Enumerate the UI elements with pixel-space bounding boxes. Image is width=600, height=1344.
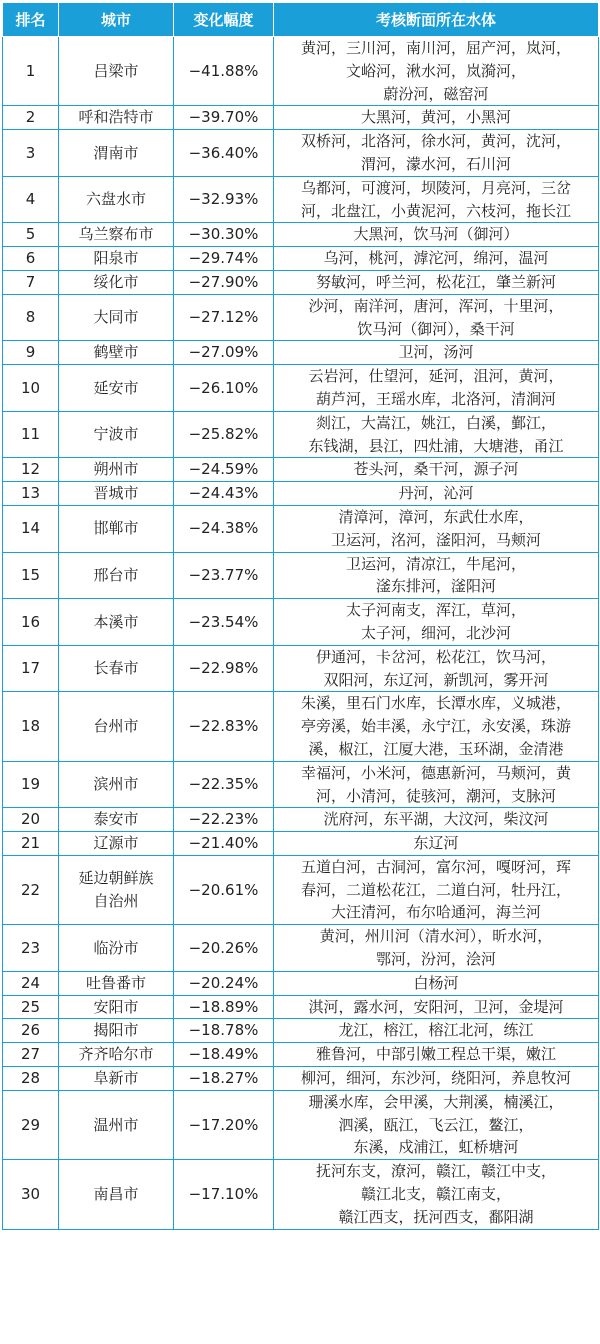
city-cell bbox=[59, 1090, 174, 1159]
water-body-line: 洸府河，东平湖，大汶河，柴汶河 bbox=[323, 810, 549, 829]
water-body-line: 剡江，大嵩江，姚江，白溪，鄞江， bbox=[315, 413, 556, 432]
table-row bbox=[3, 270, 599, 294]
water-body-line: 珊溪水库，会甲溪，大荆溪，楠溪江， bbox=[308, 1092, 564, 1111]
city-name-line: 阳泉市 bbox=[93, 249, 139, 268]
change-cell: −24.59% bbox=[174, 458, 274, 482]
change-cell: −39.70% bbox=[174, 106, 274, 130]
city-name-line: 渭南市 bbox=[93, 143, 139, 162]
water-body-cell bbox=[274, 223, 599, 247]
water-body-line: 五道白河，古洞河，富尔河，嘎呀河，珲 bbox=[300, 857, 571, 876]
rank-cell: 2 bbox=[3, 106, 59, 130]
rank-cell: 28 bbox=[3, 1067, 59, 1091]
water-body-line: 太子河，细河，北沙河 bbox=[360, 623, 511, 642]
change-cell: −17.20% bbox=[174, 1090, 274, 1159]
water-body-cell bbox=[274, 1160, 599, 1229]
city-name-line: 阜新市 bbox=[93, 1069, 139, 1088]
water-body-line: 黄河，州川河（清水河），昕水河， bbox=[319, 927, 553, 946]
change-cell: −18.27% bbox=[174, 1067, 274, 1091]
table-row bbox=[3, 971, 599, 995]
city-name-line: 宁波市 bbox=[93, 425, 139, 444]
table-row bbox=[3, 552, 599, 599]
city-name-line: 延安市 bbox=[93, 378, 139, 397]
water-body-line: 苍头河，桑干河，源子河 bbox=[353, 460, 519, 479]
water-body-line: 文峪河，湫水河，岚漪河， bbox=[345, 61, 526, 80]
change-cell: −36.40% bbox=[174, 130, 274, 177]
rank-cell: 29 bbox=[3, 1090, 59, 1159]
water-body-line: 乌河，桃河，滹沱河，绵河，温河 bbox=[323, 249, 549, 268]
table-row bbox=[3, 599, 599, 646]
table-row bbox=[3, 645, 599, 692]
water-body-line: 亭旁溪，始丰溪，永宁江，永安溪，珠游 bbox=[300, 717, 571, 736]
water-body-cell bbox=[274, 995, 599, 1019]
city-name-line: 朔州市 bbox=[93, 460, 139, 479]
rank-cell: 25 bbox=[3, 995, 59, 1019]
city-cell bbox=[59, 971, 174, 995]
rank-cell: 22 bbox=[3, 855, 59, 924]
city-cell bbox=[59, 855, 174, 924]
city-name-line: 晋城市 bbox=[93, 484, 139, 503]
city-name-line: 大同市 bbox=[93, 308, 139, 327]
water-body-cell bbox=[274, 645, 599, 692]
city-name-line: 泰安市 bbox=[93, 810, 139, 829]
city-cell bbox=[59, 106, 174, 130]
water-body-cell bbox=[274, 270, 599, 294]
water-body-cell bbox=[274, 341, 599, 365]
table-row bbox=[3, 1019, 599, 1043]
header-rank: 排名 bbox=[3, 3, 59, 37]
city-name-line: 邢台市 bbox=[93, 565, 139, 584]
city-cell bbox=[59, 1019, 174, 1043]
water-body-cell bbox=[274, 1043, 599, 1067]
water-body-line: 蔚汾河，磁窑河 bbox=[383, 84, 489, 103]
ranking-table bbox=[2, 2, 599, 1230]
change-cell: −29.74% bbox=[174, 247, 274, 271]
city-name-line: 乌兰察布市 bbox=[78, 225, 154, 244]
city-cell bbox=[59, 552, 174, 599]
city-cell bbox=[59, 808, 174, 832]
water-body-line: 东辽河 bbox=[413, 834, 459, 853]
change-cell: −41.88% bbox=[174, 37, 274, 106]
change-cell: −27.09% bbox=[174, 341, 274, 365]
table-row bbox=[3, 505, 599, 552]
city-cell bbox=[59, 1160, 174, 1229]
water-body-line: 黄河，三川河，南川河，屈产河，岚河， bbox=[300, 39, 571, 57]
water-body-cell bbox=[274, 37, 599, 106]
city-cell bbox=[59, 294, 174, 341]
water-body-line: 东溪，戍浦江，虹桥塘河 bbox=[353, 1138, 519, 1157]
water-body-line: 河，北盘江，小黄泥河，六枝河，拖长江 bbox=[300, 201, 571, 220]
city-cell bbox=[59, 505, 174, 552]
rank-cell: 14 bbox=[3, 505, 59, 552]
water-body-cell bbox=[274, 971, 599, 995]
header-row bbox=[3, 3, 599, 37]
water-body-line: 太子河南支，浑江，草河， bbox=[345, 601, 526, 620]
water-body-line: 泗溪，瓯江，飞云江，鳌江， bbox=[338, 1115, 534, 1134]
change-cell: −22.23% bbox=[174, 808, 274, 832]
change-cell: −18.49% bbox=[174, 1043, 274, 1067]
water-body-cell bbox=[274, 1019, 599, 1043]
water-body-cell bbox=[274, 176, 599, 223]
header-water-body: 考核断面所在水体 bbox=[274, 3, 599, 37]
water-body-cell bbox=[274, 599, 599, 646]
city-cell bbox=[59, 365, 174, 412]
rank-cell: 11 bbox=[3, 411, 59, 458]
city-cell bbox=[59, 1043, 174, 1067]
water-body-line: 赣江北支，赣江南支， bbox=[360, 1185, 511, 1204]
rank-cell: 17 bbox=[3, 645, 59, 692]
city-cell bbox=[59, 270, 174, 294]
rank-cell: 12 bbox=[3, 458, 59, 482]
city-name-line: 呼和浩特市 bbox=[78, 108, 154, 127]
water-body-line: 丹河，沁河 bbox=[398, 484, 474, 503]
water-body-line: 鄂河，汾河，浍河 bbox=[375, 950, 496, 969]
change-cell: −24.43% bbox=[174, 482, 274, 506]
rank-cell: 4 bbox=[3, 176, 59, 223]
city-name-line: 齐齐哈尔市 bbox=[78, 1045, 154, 1064]
water-body-cell bbox=[274, 482, 599, 506]
change-cell: −22.98% bbox=[174, 645, 274, 692]
water-body-cell bbox=[274, 365, 599, 412]
change-cell: −23.54% bbox=[174, 599, 274, 646]
table-row bbox=[3, 223, 599, 247]
change-cell: −22.83% bbox=[174, 692, 274, 761]
city-cell bbox=[59, 223, 174, 247]
city-name-line: 自治州 bbox=[93, 892, 139, 911]
table-row bbox=[3, 1043, 599, 1067]
rank-cell: 27 bbox=[3, 1043, 59, 1067]
rank-cell: 24 bbox=[3, 971, 59, 995]
table-row bbox=[3, 365, 599, 412]
water-body-line: 抚河东支，潦河，赣江，赣江中支， bbox=[315, 1162, 556, 1181]
city-name-line: 安阳市 bbox=[93, 997, 139, 1016]
rank-cell: 3 bbox=[3, 130, 59, 177]
rank-cell: 23 bbox=[3, 925, 59, 972]
change-cell: −20.61% bbox=[174, 855, 274, 924]
water-body-line: 大黑河，饮马河（御河） bbox=[353, 225, 519, 244]
change-cell: −32.93% bbox=[174, 176, 274, 223]
city-cell bbox=[59, 130, 174, 177]
city-cell bbox=[59, 176, 174, 223]
change-cell: −20.24% bbox=[174, 971, 274, 995]
water-body-line: 溪，椒江，江厦大港，玉环湖，金清港 bbox=[308, 739, 564, 758]
water-body-line: 柳河，细河，东沙河，绕阳河，养息牧河 bbox=[300, 1069, 571, 1088]
water-body-line: 双桥河，北洛河，徐水河，黄河，沈河， bbox=[300, 132, 571, 151]
city-cell bbox=[59, 925, 174, 972]
water-body-line: 乌都河，可渡河，坝陵河，月亮河，三岔 bbox=[300, 178, 571, 197]
city-name-line: 温州市 bbox=[93, 1115, 139, 1134]
change-cell: −26.10% bbox=[174, 365, 274, 412]
change-cell: −18.89% bbox=[174, 995, 274, 1019]
city-name-line: 吕梁市 bbox=[93, 61, 139, 80]
city-cell bbox=[59, 645, 174, 692]
city-name-line: 吐鲁番市 bbox=[85, 973, 146, 992]
table-row bbox=[3, 106, 599, 130]
table-row bbox=[3, 1067, 599, 1091]
rank-cell: 19 bbox=[3, 761, 59, 808]
table-row bbox=[3, 1090, 599, 1159]
rank-cell: 30 bbox=[3, 1160, 59, 1229]
rank-cell: 10 bbox=[3, 365, 59, 412]
water-body-line: 幸福河，小米河，德惠新河，马颊河，黄 bbox=[300, 763, 571, 782]
change-cell: −17.10% bbox=[174, 1160, 274, 1229]
change-cell: −27.12% bbox=[174, 294, 274, 341]
table-row bbox=[3, 176, 599, 223]
table-row bbox=[3, 692, 599, 761]
water-body-line: 白杨河 bbox=[413, 973, 459, 992]
water-body-cell bbox=[274, 130, 599, 177]
rank-cell: 18 bbox=[3, 692, 59, 761]
water-body-line: 沙河，南洋河，唐河，浑河，十里河， bbox=[308, 296, 564, 315]
rank-cell: 8 bbox=[3, 294, 59, 341]
table-row bbox=[3, 482, 599, 506]
city-name-line: 邯郸市 bbox=[93, 519, 139, 538]
water-body-line: 东钱湖，县江，四灶浦，大塘港，甬江 bbox=[308, 436, 564, 455]
city-cell bbox=[59, 458, 174, 482]
water-body-cell bbox=[274, 1090, 599, 1159]
city-name-line: 临汾市 bbox=[93, 938, 139, 957]
rank-cell: 21 bbox=[3, 832, 59, 856]
change-cell: −30.30% bbox=[174, 223, 274, 247]
table-header bbox=[3, 3, 599, 37]
city-cell bbox=[59, 761, 174, 808]
water-body-line: 清漳河，漳河，东武仕水库， bbox=[338, 507, 534, 526]
header-city: 城市 bbox=[59, 3, 174, 37]
header-change: 变化幅度 bbox=[174, 3, 274, 37]
water-body-line: 朱溪，里石门水库，长潭水库，义城港， bbox=[300, 694, 571, 713]
water-body-line: 卫运河，洺河，滏阳河，马颊河 bbox=[330, 530, 541, 549]
table-row bbox=[3, 808, 599, 832]
city-cell bbox=[59, 37, 174, 106]
table-row bbox=[3, 458, 599, 482]
water-body-line: 大黑河，黄河，小黑河 bbox=[360, 108, 511, 127]
change-cell: −24.38% bbox=[174, 505, 274, 552]
rank-cell: 9 bbox=[3, 341, 59, 365]
water-body-cell bbox=[274, 294, 599, 341]
water-body-line: 卫运河，清凉江，牛尾河， bbox=[345, 554, 526, 573]
rank-cell: 6 bbox=[3, 247, 59, 271]
city-name-line: 南昌市 bbox=[93, 1185, 139, 1204]
city-cell bbox=[59, 599, 174, 646]
change-cell: −18.78% bbox=[174, 1019, 274, 1043]
table-row bbox=[3, 832, 599, 856]
water-body-cell bbox=[274, 552, 599, 599]
water-body-line: 饮马河（御河），桑干河 bbox=[357, 319, 515, 338]
water-body-line: 卫河，汤河 bbox=[398, 343, 474, 362]
change-cell: −21.40% bbox=[174, 832, 274, 856]
change-cell: −20.26% bbox=[174, 925, 274, 972]
rank-cell: 20 bbox=[3, 808, 59, 832]
water-body-line: 滏东排河，滏阳河 bbox=[375, 577, 496, 596]
water-body-line: 渭河，濛水河，石川河 bbox=[360, 154, 511, 173]
water-body-line: 双阳河，东辽河，新凯河，雾开河 bbox=[323, 670, 549, 689]
city-name-line: 滨州市 bbox=[93, 775, 139, 794]
city-name-line: 鹤壁市 bbox=[93, 343, 139, 362]
table-row bbox=[3, 247, 599, 271]
change-cell: −25.82% bbox=[174, 411, 274, 458]
water-body-cell bbox=[274, 832, 599, 856]
city-name-line: 六盘水市 bbox=[85, 190, 146, 209]
city-name-line: 绥化市 bbox=[93, 272, 139, 291]
table-row bbox=[3, 341, 599, 365]
water-body-line: 赣江西支，抚河西支，鄱阳湖 bbox=[338, 1207, 534, 1226]
rank-cell: 16 bbox=[3, 599, 59, 646]
table-row bbox=[3, 130, 599, 177]
water-body-cell bbox=[274, 761, 599, 808]
rank-cell: 1 bbox=[3, 37, 59, 106]
table-row bbox=[3, 1160, 599, 1229]
city-cell bbox=[59, 341, 174, 365]
water-body-line: 葫芦河，王瑶水库，北洛河，清涧河 bbox=[315, 389, 556, 408]
water-body-cell bbox=[274, 505, 599, 552]
change-cell: −22.35% bbox=[174, 761, 274, 808]
water-body-line: 雅鲁河，中部引嫩工程总干渠，嫩江 bbox=[315, 1045, 556, 1064]
water-body-cell bbox=[274, 692, 599, 761]
water-body-line: 淇河，露水河，安阳河，卫河，金堤河 bbox=[308, 997, 564, 1016]
table-row bbox=[3, 411, 599, 458]
table-row bbox=[3, 925, 599, 972]
city-cell bbox=[59, 1067, 174, 1091]
city-cell bbox=[59, 995, 174, 1019]
city-cell bbox=[59, 692, 174, 761]
water-body-cell bbox=[274, 1067, 599, 1091]
water-body-line: 河，小清河，徒骇河，潮河，支脉河 bbox=[315, 786, 556, 805]
city-cell bbox=[59, 832, 174, 856]
water-body-line: 云岩河，仕望河，延河，沮河，黄河， bbox=[308, 367, 564, 386]
rank-cell: 15 bbox=[3, 552, 59, 599]
change-cell: −27.90% bbox=[174, 270, 274, 294]
water-body-cell bbox=[274, 925, 599, 972]
water-body-line: 春河，二道松花江，二道白河，牡丹江， bbox=[300, 880, 571, 899]
city-name-line: 揭阳市 bbox=[93, 1021, 139, 1040]
water-body-line: 伊通河，卡岔河，松花江，饮马河， bbox=[315, 647, 556, 666]
table-row bbox=[3, 995, 599, 1019]
water-body-cell bbox=[274, 855, 599, 924]
city-cell bbox=[59, 411, 174, 458]
table-row bbox=[3, 294, 599, 341]
water-body-line: 龙江，榕江，榕江北河，练江 bbox=[338, 1021, 534, 1040]
table-body bbox=[3, 37, 599, 1230]
city-name-line: 辽源市 bbox=[93, 834, 139, 853]
table-row bbox=[3, 761, 599, 808]
water-body-line: 努敏河，呼兰河，松花江，肇兰新河 bbox=[315, 272, 556, 291]
city-cell bbox=[59, 482, 174, 506]
water-body-line: 大汪清河，布尔哈通河，海兰河 bbox=[330, 903, 541, 922]
table-row bbox=[3, 37, 599, 106]
water-body-cell bbox=[274, 808, 599, 832]
water-body-cell bbox=[274, 411, 599, 458]
city-name-line: 本溪市 bbox=[93, 612, 139, 631]
city-name-line: 台州市 bbox=[93, 717, 139, 736]
city-name-line: 长春市 bbox=[93, 659, 139, 678]
city-name-line: 延边朝鲜族 bbox=[78, 869, 154, 888]
water-body-cell bbox=[274, 458, 599, 482]
rank-cell: 7 bbox=[3, 270, 59, 294]
water-body-cell bbox=[274, 106, 599, 130]
city-cell bbox=[59, 247, 174, 271]
rank-cell: 13 bbox=[3, 482, 59, 506]
change-cell: −23.77% bbox=[174, 552, 274, 599]
rank-cell: 26 bbox=[3, 1019, 59, 1043]
table-row bbox=[3, 855, 599, 924]
water-body-cell bbox=[274, 247, 599, 271]
rank-cell: 5 bbox=[3, 223, 59, 247]
